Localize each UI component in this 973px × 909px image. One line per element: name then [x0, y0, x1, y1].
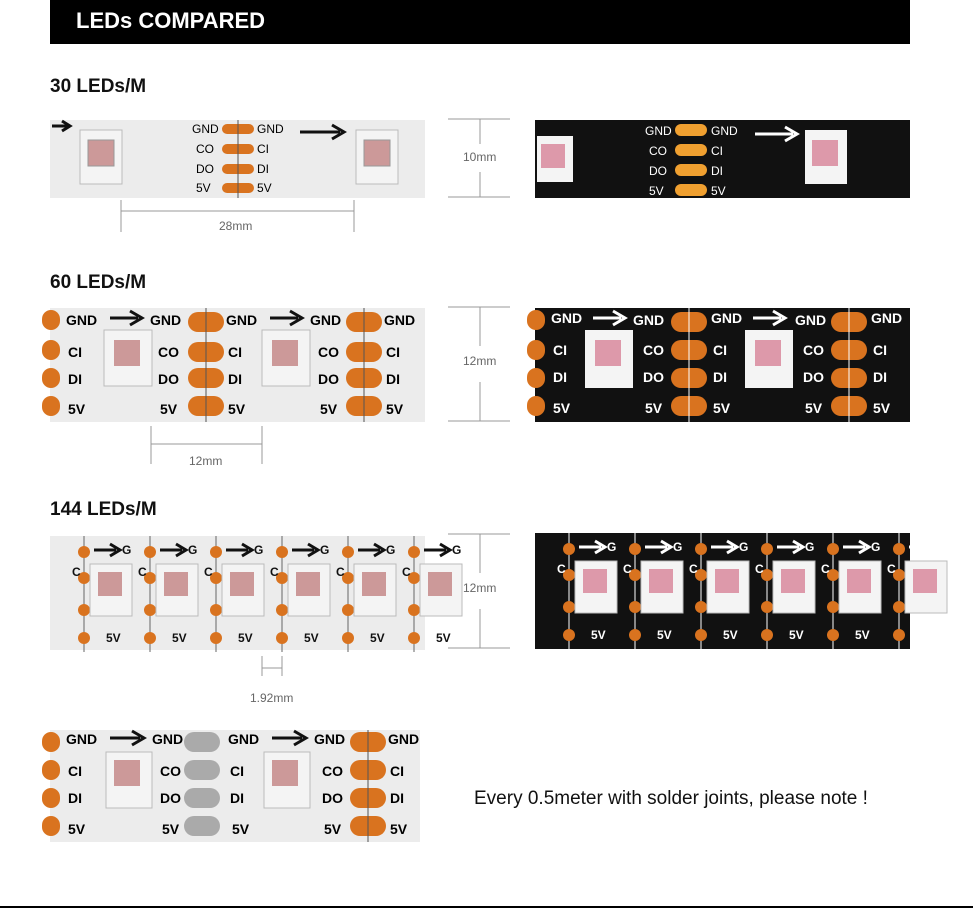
pin-c-label: C — [623, 562, 632, 576]
b60-ci-3: CI — [713, 342, 727, 358]
strip-60-black — [535, 308, 910, 422]
pin-5v-label: 5V — [238, 631, 253, 645]
pin-c-label: C — [72, 565, 81, 579]
b30-co: CO — [649, 144, 667, 158]
b60-do-2: DO — [643, 369, 664, 385]
spacing-dim-60 — [150, 426, 264, 470]
width-label-60: 12mm — [463, 354, 497, 368]
spacing-dim-30 — [120, 200, 356, 234]
pin-g-label: G — [937, 540, 947, 554]
s-gnd-2: GND — [152, 731, 184, 747]
b60-5v-5: 5V — [873, 400, 891, 416]
b60-5v-4: 5V — [805, 400, 823, 416]
pin-5v-label: 5V — [657, 628, 672, 642]
pin-c-label: C — [336, 565, 345, 579]
b60-5v-1: 5V — [553, 400, 571, 416]
pin-c-label: C — [270, 565, 279, 579]
s-do-4: DO — [322, 790, 343, 806]
w60-gnd-1: GND — [66, 312, 98, 328]
spacing-label-144: 1.92mm — [250, 691, 294, 705]
s-co-2: CO — [160, 763, 181, 779]
pin-g-label: G — [805, 540, 815, 554]
s-ci-3: CI — [230, 763, 244, 779]
b30-di: DI — [711, 164, 723, 178]
w60-5v-2: 5V — [160, 401, 178, 417]
strip-30-black — [535, 120, 910, 198]
b30-gnd-left: GND — [645, 124, 672, 138]
w60-ci-1: CI — [68, 344, 82, 360]
pin-c-label: C — [755, 562, 764, 576]
s-gnd-4: GND — [314, 731, 346, 747]
b60-gnd-5: GND — [871, 310, 903, 326]
pin-c-label: C — [821, 562, 830, 576]
s-5v-3: 5V — [232, 821, 250, 837]
pin-5v-left: 5V — [196, 181, 211, 195]
b60-di-5: DI — [873, 369, 887, 385]
w60-co-2: CO — [158, 344, 179, 360]
s-di-5: DI — [390, 790, 404, 806]
s-5v-1: 5V — [68, 821, 86, 837]
b60-co-2: CO — [643, 342, 664, 358]
pin-5v-label: 5V — [921, 628, 936, 642]
b30-5v-left: 5V — [649, 184, 664, 198]
s-di-1: DI — [68, 790, 82, 806]
pin-di: DI — [257, 162, 269, 176]
s-gnd-3: GND — [228, 731, 260, 747]
pin-g-label: G — [739, 540, 749, 554]
pin-ci: CI — [257, 142, 269, 156]
b60-gnd-2: GND — [633, 312, 665, 328]
s-gnd-5: GND — [388, 731, 420, 747]
b60-co-4: CO — [803, 342, 824, 358]
pin-g-label: G — [452, 543, 462, 557]
width-dim-30 — [448, 118, 512, 200]
pin-c-label: C — [204, 565, 213, 579]
s-ci-5: CI — [390, 763, 404, 779]
pin-g-label: G — [607, 540, 617, 554]
b60-di-1: DI — [553, 369, 567, 385]
b60-do-4: DO — [803, 369, 824, 385]
b60-di-3: DI — [713, 369, 727, 385]
spacing-label-60: 12mm — [189, 454, 223, 468]
w60-5v-1: 5V — [68, 401, 86, 417]
pin-gnd-right: GND — [257, 122, 284, 136]
s-ci-1: CI — [68, 763, 82, 779]
pin-5v-label: 5V — [789, 628, 804, 642]
b60-5v-2: 5V — [645, 400, 663, 416]
w60-gnd-2: GND — [150, 312, 182, 328]
strip-144-white — [50, 536, 462, 650]
pin-5v-label: 5V — [723, 628, 738, 642]
section-title-30: 30 LEDs/M — [50, 76, 147, 97]
b60-5v-3: 5V — [713, 400, 731, 416]
pin-c-label: C — [689, 562, 698, 576]
w60-do-2: DO — [158, 371, 179, 387]
pin-5v-right: 5V — [257, 181, 272, 195]
w60-do-4: DO — [318, 371, 339, 387]
pin-c-label: C — [887, 562, 896, 576]
b60-ci-5: CI — [873, 342, 887, 358]
pin-g-label: G — [188, 543, 198, 557]
w60-ci-5: CI — [386, 344, 400, 360]
w60-gnd-5: GND — [384, 312, 416, 328]
strip-144-black — [535, 533, 947, 649]
w60-5v-3: 5V — [228, 401, 246, 417]
s-do-2: DO — [160, 790, 181, 806]
b60-gnd-1: GND — [551, 310, 583, 326]
spacing-label-30: 28mm — [219, 219, 253, 233]
section-title-60: 60 LEDs/M — [50, 272, 147, 293]
s-5v-4: 5V — [324, 821, 342, 837]
width-dim-144 — [448, 533, 512, 651]
strip-30-white — [50, 120, 425, 198]
pin-g-label: G — [122, 543, 132, 557]
pin-c-label: C — [402, 565, 411, 579]
w60-5v-5: 5V — [386, 401, 404, 417]
w60-gnd-3: GND — [226, 312, 258, 328]
s-di-3: DI — [230, 790, 244, 806]
b60-gnd-3: GND — [711, 310, 743, 326]
header-bar — [50, 0, 910, 44]
w60-5v-4: 5V — [320, 401, 338, 417]
pin-g-label: G — [673, 540, 683, 554]
s-5v-5: 5V — [390, 821, 408, 837]
width-dim-60 — [448, 306, 512, 424]
b60-ci-1: CI — [553, 342, 567, 358]
pin-do: DO — [196, 162, 214, 176]
header-title: LEDs COMPARED — [76, 8, 266, 33]
pin-g-label: G — [254, 543, 264, 557]
pin-5v-label: 5V — [172, 631, 187, 645]
section-title-144: 144 LEDs/M — [50, 499, 157, 520]
pin-g-label: G — [386, 543, 396, 557]
w60-ci-3: CI — [228, 344, 242, 360]
pin-c-label: C — [557, 562, 566, 576]
pin-gnd-left: GND — [192, 122, 219, 136]
b30-do: DO — [649, 164, 667, 178]
pin-5v-label: 5V — [370, 631, 385, 645]
b30-ci: CI — [711, 144, 723, 158]
width-label-30: 10mm — [463, 150, 497, 164]
w60-di-5: DI — [386, 371, 400, 387]
pin-5v-label: 5V — [855, 628, 870, 642]
pin-5v-label: 5V — [304, 631, 319, 645]
strip-60-white — [50, 308, 425, 422]
w60-gnd-4: GND — [310, 312, 342, 328]
solder-joint-note: Every 0.5meter with solder joints, please note ! — [474, 788, 868, 809]
pin-g-label: G — [871, 540, 881, 554]
s-co-4: CO — [322, 763, 343, 779]
s-gnd-1: GND — [66, 731, 98, 747]
bottom-divider — [0, 906, 973, 908]
pin-5v-label: 5V — [436, 631, 451, 645]
w60-co-4: CO — [318, 344, 339, 360]
pin-g-label: G — [320, 543, 330, 557]
b30-5v-right: 5V — [711, 184, 726, 198]
b30-gnd-right: GND — [711, 124, 738, 138]
pin-co: CO — [196, 142, 214, 156]
pin-5v-label: 5V — [591, 628, 606, 642]
spacing-dim-144 — [258, 656, 288, 676]
width-label-144: 12mm — [463, 581, 497, 595]
pin-5v-label: 5V — [106, 631, 121, 645]
w60-di-3: DI — [228, 371, 242, 387]
s-5v-2: 5V — [162, 821, 180, 837]
strip-solder-joint — [50, 730, 420, 842]
w60-di-1: DI — [68, 371, 82, 387]
pin-c-label: C — [138, 565, 147, 579]
b60-gnd-4: GND — [795, 312, 827, 328]
